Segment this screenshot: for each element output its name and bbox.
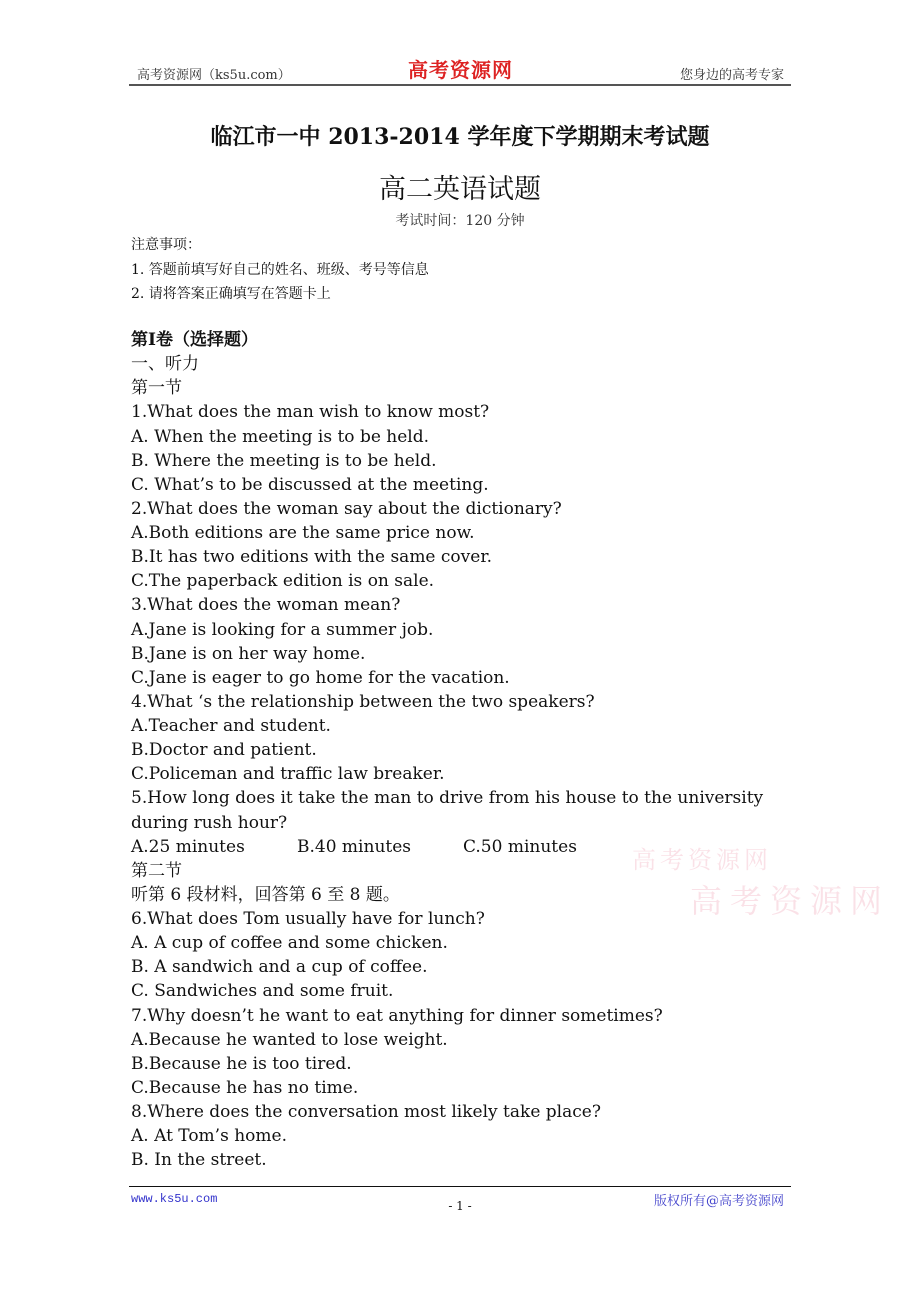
option: B.40 minutes xyxy=(297,836,412,857)
text-line: A. When the meeting is to be held. xyxy=(131,426,430,447)
header-logo: 高考资源网 xyxy=(408,58,513,82)
text-line: B. A sandwich and a cup of coffee. xyxy=(131,957,428,978)
exam-title: 临江市一中 2013-2014 学年度下学期期末考试题 xyxy=(210,124,710,150)
text-line: 6.What does Tom usually have for lunch? xyxy=(131,909,485,929)
text-line: 第一节 xyxy=(131,378,182,399)
text-line: 5.How long does it take the man to drive from his house to the university during rush hour? xyxy=(131,788,764,833)
text-line: A. At Tom’s home. xyxy=(131,1126,287,1147)
option: A.25 minutes xyxy=(131,836,245,857)
notes-heading: 注意事项： xyxy=(131,237,201,253)
exam-time: 考试时间：120 分钟 xyxy=(395,213,525,229)
text-line: B.Doctor and patient. xyxy=(131,740,317,761)
text-line: 听第 6 段材料，回答第 6 至 8 题。 xyxy=(131,884,400,905)
text-line: B.Jane is on her way home. xyxy=(131,643,366,664)
text-line: C.The paperback edition is on sale. xyxy=(131,571,435,592)
text-line: 2.What does the woman say about the dictionary? xyxy=(131,498,562,519)
page-number: - 1 - xyxy=(448,1199,472,1213)
footer-divider xyxy=(129,1186,791,1187)
text-line: 1.What does the man wish to know most? xyxy=(131,402,490,423)
text-line: A.Both editions are the same price now. xyxy=(131,523,475,543)
text-line: C. What’s to be discussed at the meeting. xyxy=(131,474,489,495)
text-line: B. Where the meeting is to be held. xyxy=(131,450,437,471)
text-line: 4.What ‘s the relationship between the two speakers? xyxy=(131,691,595,712)
text-line: A.Teacher and student. xyxy=(131,716,331,736)
text-line: 7.Why doesn’t he want to eat anything for dinner sometimes? xyxy=(131,1005,663,1026)
question-body xyxy=(131,328,793,1172)
text-line: C. Sandwiches and some fruit. xyxy=(131,981,394,1002)
text-line: B. In the street. xyxy=(131,1150,267,1171)
note-item: 1. 答题前填写好自己的姓名、班级、考号等信息 xyxy=(131,261,429,278)
exam-subtitle: 高二英语试题 xyxy=(379,174,541,205)
text-line: B.Because he is too tired. xyxy=(131,1053,352,1074)
watermark: 高考资源网 xyxy=(690,882,891,920)
note-item: 2. 请将答案正确填写在答题卡上 xyxy=(131,286,331,302)
text-line: B.It has two editions with the same cover. xyxy=(131,547,492,568)
section-title: 第Ⅰ卷（选择题） xyxy=(131,330,258,350)
text-line: A. A cup of coffee and some chicken. xyxy=(131,933,448,954)
text-line: C.Jane is eager to go home for the vacation. xyxy=(131,667,510,688)
text-line: 第二节 xyxy=(131,860,182,881)
footer-copyright: 版权所有@高考资源网 xyxy=(653,1194,784,1209)
option: C.50 minutes xyxy=(463,836,577,857)
watermark: 高考资源网 xyxy=(632,846,772,874)
text-line: C.Because he has no time. xyxy=(131,1077,359,1098)
header-divider xyxy=(129,84,791,86)
text-line: A.Because he wanted to lose weight. xyxy=(131,1029,448,1050)
text-line: 3.What does the woman mean? xyxy=(131,595,401,616)
text-line: A.Jane is looking for a summer job. xyxy=(131,619,434,640)
text-line: C.Policeman and traffic law breaker. xyxy=(131,764,445,785)
notes xyxy=(131,233,429,307)
header-left: 高考资源网（ks5u.com） xyxy=(137,68,291,83)
text-line: 一、听力 xyxy=(131,354,199,375)
footer-link[interactable]: www.ks5u.com xyxy=(131,1192,218,1206)
text-line: 8.Where does the conversation most likely take place? xyxy=(131,1102,601,1122)
header-right: 您身边的高考专家 xyxy=(679,68,784,83)
